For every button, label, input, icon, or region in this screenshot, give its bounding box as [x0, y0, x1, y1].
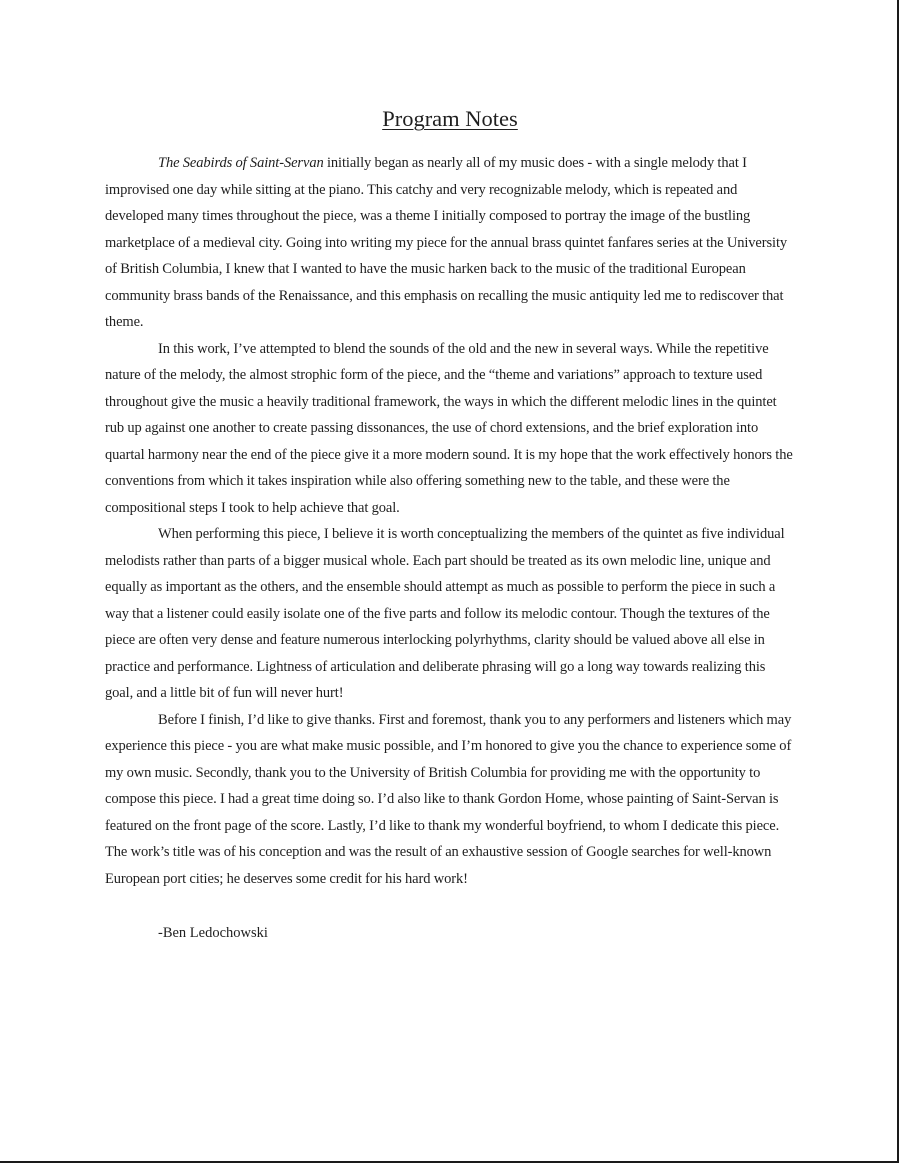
paragraph-2: In this work, I’ve attempted to blend the sounds of the old and the new in several ways. While the repetitive nature of the melody, the almost strophic form of the piece, and the “theme and variations” approach to texture used throughout give the music a heavily traditional framework, the ways in which the different melodic lines in the quintet rub up against one another to create passing dissonances, the use of chord extensions, and the brief exploration into quartal harmony near the end of the piece give it a more modern sound. It is my hope that the work effectively honors the conventions from which it takes inspiration while also offering something new to the table, and these were the compositional steps I took to help achieve that goal.: [105, 340, 793, 516]
piece-title-italic: The Seabirds of Saint-Servan: [158, 155, 324, 171]
author-signature: -Ben Ledochowski: [158, 925, 268, 941]
paragraph-3: When performing this piece, I believe it is worth conceptualizing the members of the quintet as five individual melodists rather than parts of a bigger musical whole. Each part should be treated as its own melodic line, unique and equally as important as the others, and the ensemble should attempt as much as possible to perform the piece in such a way that a listener could easily isolate one of the five parts and follow its melodic contour. Though the textures of the piece are often very dense and feature numerous interlocking polyrhythms, clarity should be valued above all else in practice and performance. Lightness of articulation and deliberate phrasing will go a long way towards realizing this goal, and a little bit of fun will never hurt!: [105, 526, 785, 701]
paragraph-4: Before I finish, I’d like to give thanks. First and foremost, thank you to any performers and listeners which may experience this piece - you are what make music possible, and I’m honored to give you the chance to experience some of my own music. Secondly, thank you to the University of British Columbia for providing me with the opportunity to compose this piece. I had a great time doing so. I’d also like to thank Gordon Home, whose painting of Saint-Servan is featured on the front page of the score. Lastly, I’d like to thank my wonderful boyfriend, to whom I dedicate this piece. The work’s title was of his conception and was the result of an exhaustive session of Google searches for well-known European port cities; he deserves some credit for his hard work!: [105, 711, 792, 887]
paragraph-1: [105, 150, 795, 336]
document-body: [105, 102, 795, 947]
paragraph-1-text: initially began as nearly all of my music does - with a single melody that I improvised one day while sitting at the piano. This catchy and very recognizable melody, which is repeated and developed many times throughout the piece, was a theme I initially composed to portray the image of the bustling marketplace of a medieval city. Going into writing my piece for the annual brass quintet fanfares series at the University of British Columbia, I knew that I wanted to have the music harken back to the music of the traditional European community brass bands of the Renaissance, and this emphasis on recalling the music antiquity led me to rediscover that theme.: [105, 155, 788, 330]
page-title: Program Notes: [382, 106, 518, 131]
